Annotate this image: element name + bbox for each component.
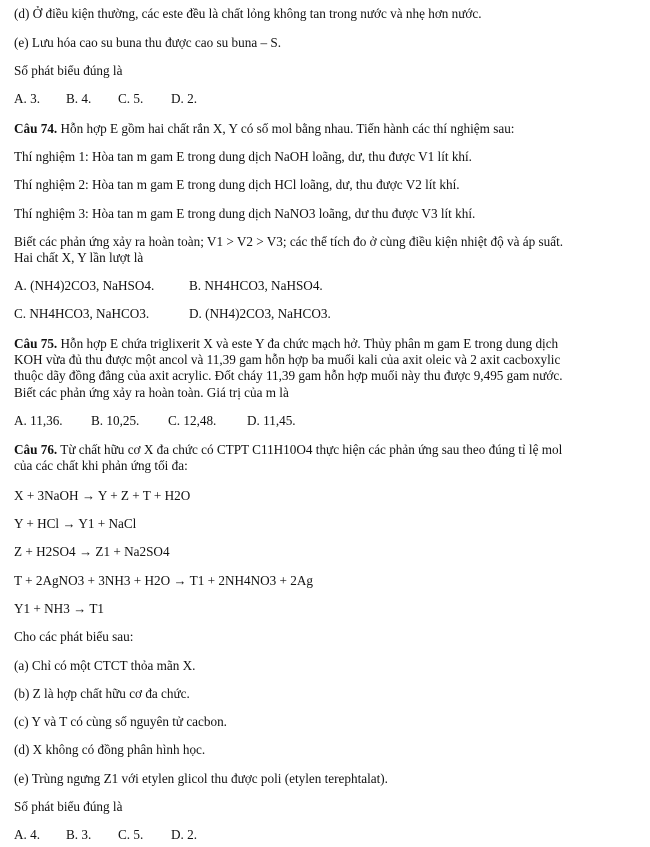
question-75-label: Câu 75. <box>14 336 58 351</box>
reaction-2: Y + HCl → Y1 + NaCl <box>14 516 137 531</box>
question-74-text: Hỗn hợp E gồm hai chất rắn X, Y có số mol bằng nhau. Tiến hành các thí nghiệm sau: <box>60 121 515 136</box>
statement-e: (e) Lưu hóa cao su buna thu được cao su buna – S. <box>14 35 282 50</box>
statements-intro: Cho các phát biểu sau: <box>14 629 134 644</box>
reaction-1: X + 3NaOH → Y + Z + T + H2O <box>14 488 191 503</box>
condition-text: Biết các phản ứng xảy ra hoàn toàn; V1 > V2 > V3; các thể tích đo ở cùng điều kiện nhiệt độ và áp suất. <box>14 234 564 249</box>
answer-a: A. 3. <box>14 91 41 106</box>
question-74-label: Câu 74. <box>14 121 58 136</box>
question-75-text-4: Biết các phản ứng xảy ra hoàn toàn. Giá trị của m là <box>14 385 289 400</box>
statement-c: (c) Y và T có cùng số nguyên tử cacbon. <box>14 714 227 729</box>
answer-a: A. 4. <box>14 827 41 842</box>
answer-c: C. 12,48. <box>168 413 217 428</box>
question-75-stem <box>14 336 642 352</box>
answer-b: B. 4. <box>66 91 92 106</box>
reaction-3: Z + H2SO4 → Z1 + Na2SO4 <box>14 544 170 559</box>
statement-d: (d) Ở điều kiện thường, các este đều là chất lỏng không tan trong nước và nhẹ hơn nước. <box>14 6 482 21</box>
answer-row <box>14 413 642 429</box>
answer-c: C. NH4HCO3, NaHCO3. <box>14 306 150 321</box>
statement-e: (e) Trùng ngưng Z1 với etylen glicol thu được poli (etylen terephtalat). <box>14 771 388 786</box>
answer-c: C. 5. <box>118 827 144 842</box>
question-prompt: Số phát biểu đúng là <box>14 63 123 78</box>
answer-row <box>14 91 642 107</box>
experiment-3: Thí nghiệm 3: Hòa tan m gam E trong dung dịch NaNO3 loãng, dư thu được V3 lít khí. <box>14 206 476 221</box>
reaction-5: Y1 + NH3 → T1 <box>14 601 104 616</box>
question-75-text-2: KOH vừa đủ thu được một ancol và 11,39 gam hỗn hợp ba muối kali của axit oleic và 2 axit cacboxylic <box>14 352 561 367</box>
answer-d: D. 2. <box>171 91 198 106</box>
answer-row <box>14 278 642 294</box>
experiment-1: Thí nghiệm 1: Hòa tan m gam E trong dung dịch NaOH loãng, dư, thu được V1 lít khí. <box>14 149 472 164</box>
question-76-label: Câu 76. <box>14 442 58 457</box>
answer-b: B. NH4HCO3, NaHSO4. <box>189 278 323 293</box>
answer-a: A. (NH4)2CO3, NaHSO4. <box>14 278 155 293</box>
condition-text-2: Hai chất X, Y lần lượt là <box>14 250 144 265</box>
statement-d: (d) X không có đồng phân hình học. <box>14 742 206 757</box>
question-76-stem <box>14 442 642 458</box>
question-76-text: Từ chất hữu cơ X đa chức có CTPT C11H10O4 thực hiện các phản ứng sau theo đúng tỉ lệ mol <box>60 442 563 457</box>
answer-d: D. 11,45. <box>247 413 296 428</box>
statement-a: (a) Chỉ có một CTCT thỏa mãn X. <box>14 658 196 673</box>
answer-d: D. 2. <box>171 827 198 842</box>
question-75-text: Hỗn hợp E chứa triglixerit X và este Y đa chức mạch hở. Thủy phân m gam E trong dung dịch <box>60 336 559 351</box>
question-74-stem <box>14 121 642 137</box>
statement-b: (b) Z là hợp chất hữu cơ đa chức. <box>14 686 190 701</box>
question-prompt: Số phát biểu đúng là <box>14 799 123 814</box>
question-76-text-2: của các chất khi phản ứng tối đa: <box>14 458 188 473</box>
answer-c: C. 5. <box>118 91 144 106</box>
answer-d: D. (NH4)2CO3, NaHCO3. <box>189 306 331 321</box>
answer-row <box>14 306 642 322</box>
answer-a: A. 11,36. <box>14 413 63 428</box>
experiment-2: Thí nghiệm 2: Hòa tan m gam E trong dung dịch HCl loãng, dư, thu được V2 lít khí. <box>14 177 460 192</box>
reaction-4: T + 2AgNO3 + 3NH3 + H2O → T1 + 2NH4NO3 + 2Ag <box>14 573 313 588</box>
answer-b: B. 3. <box>66 827 92 842</box>
answer-b: B. 10,25. <box>91 413 140 428</box>
question-75-text-3: thuộc dãy đồng đẳng của axit acrylic. Đốt cháy 11,39 gam hỗn hợp muối này thu được 9,495 gam nước. <box>14 368 563 383</box>
answer-row <box>14 827 642 843</box>
